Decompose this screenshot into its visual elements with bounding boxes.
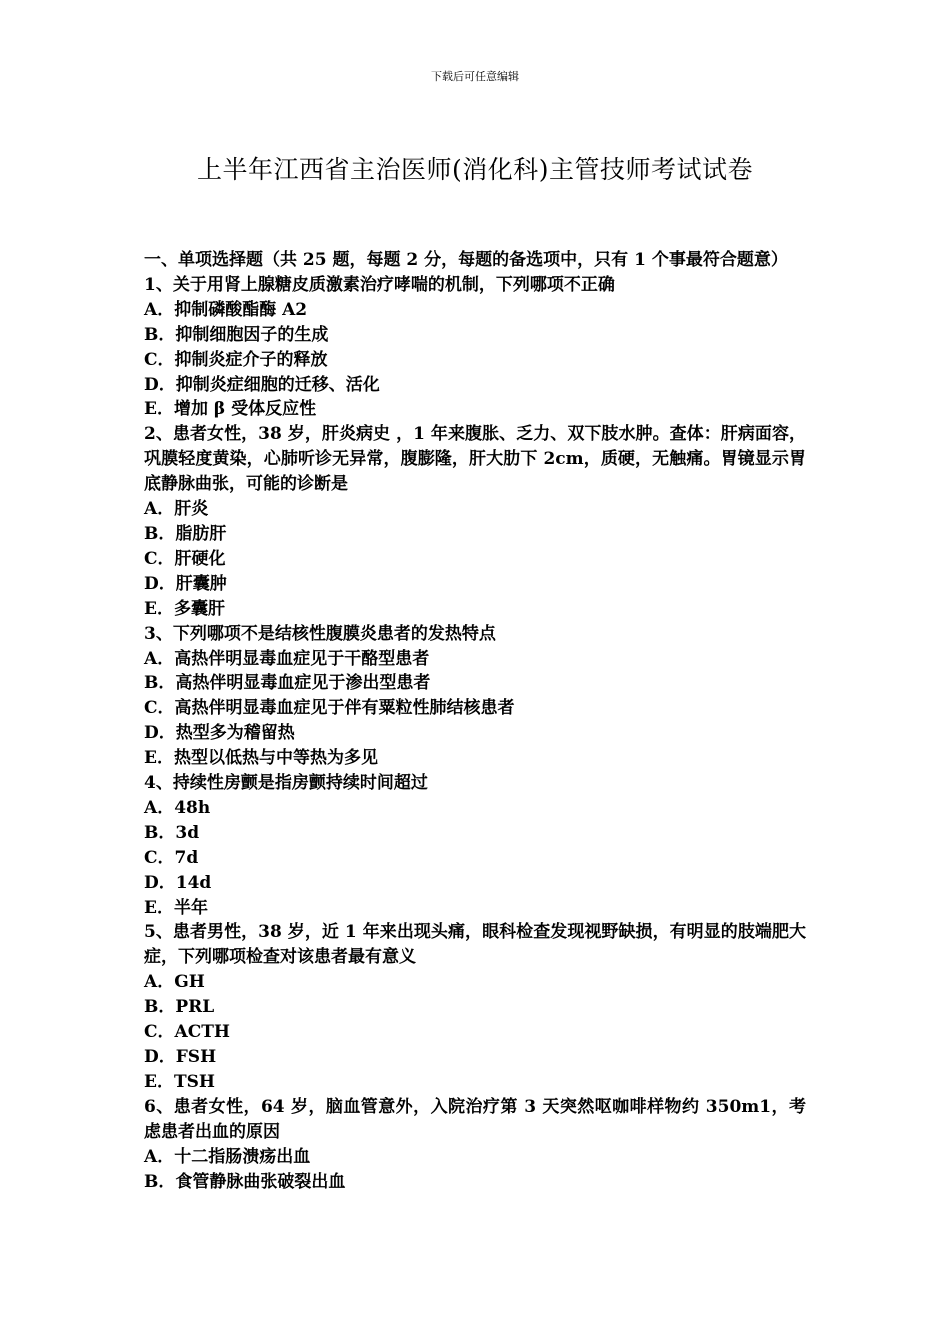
option-d: D．FSH bbox=[144, 1047, 217, 1067]
option-a: A．GH bbox=[144, 972, 205, 993]
option-a: A．抑制磷酸酯酶 A2 bbox=[144, 299, 308, 320]
option-c: C．肝硬化 bbox=[144, 548, 226, 569]
question-3 bbox=[144, 622, 806, 771]
header-note: 下载后可任意编辑 bbox=[431, 70, 519, 83]
option-b: B．脂肪肝 bbox=[144, 523, 227, 544]
question-4 bbox=[144, 771, 806, 920]
question-stem: 2、患者女性，38 岁，肝炎病史 ，1 年来腹胀、乏力、双下肢水肿。查体：肝病面容，巩膜轻度黄染，心肺听诊无异常，腹膨隆，肝大肋下 2cm，质硬，无触痛。胃镜显示胃底静脉曲张，可能的诊断是 bbox=[144, 424, 806, 495]
document-body bbox=[144, 248, 806, 1194]
option-e: E．多囊肝 bbox=[144, 598, 225, 619]
option-e: E．半年 bbox=[144, 897, 208, 918]
option-d: D．肝囊肿 bbox=[144, 573, 227, 594]
option-c: C．ACTH bbox=[144, 1022, 230, 1043]
option-a: A．肝炎 bbox=[144, 499, 209, 520]
question-5 bbox=[144, 920, 806, 1094]
option-c: C．抑制炎症介子的释放 bbox=[144, 349, 328, 370]
option-c: C．7d bbox=[144, 847, 199, 868]
option-e: E．增加 β 受体反应性 bbox=[144, 399, 317, 420]
option-b: B．高热伴明显毒血症见于渗出型患者 bbox=[144, 673, 431, 694]
question-2 bbox=[144, 422, 806, 621]
question-stem: 6、患者女性，64 岁，脑血管意外，入院治疗第 3 天突然呕咖啡样物约 350m1，考虑患者出血的原因 bbox=[144, 1096, 806, 1142]
option-d: D．抑制炎症细胞的迁移、活化 bbox=[144, 374, 380, 395]
option-e: E．TSH bbox=[144, 1071, 215, 1092]
option-b: B．PRL bbox=[144, 997, 215, 1018]
section-heading: 一、单项选择题（共 25 题，每题 2 分，每题的备选项中，只有 1 个事最符合题意） bbox=[144, 250, 788, 270]
question-stem: 5、患者男性，38 岁，近 1 年来出现头痛，眼科检查发现视野缺损，有明显的肢端肥大症，下列哪项检查对该患者最有意义 bbox=[144, 922, 806, 968]
option-b: B．食管静脉曲张破裂出血 bbox=[144, 1171, 346, 1192]
document-title: 上半年江西省主治医师(消化科)主管技师考试试卷 bbox=[196, 155, 753, 184]
question-1 bbox=[144, 273, 806, 422]
question-stem: 3、下列哪项不是结核性腹膜炎患者的发热特点 bbox=[144, 623, 496, 644]
question-stem: 1、关于用肾上腺糖皮质激素治疗哮喘的机制，下列哪项不正确 bbox=[144, 274, 615, 295]
option-d: D．14d bbox=[144, 872, 212, 893]
option-e: E．热型以低热与中等热为多见 bbox=[144, 748, 378, 769]
option-a: A．十二指肠溃疡出血 bbox=[144, 1146, 311, 1167]
option-b: B．抑制细胞因子的生成 bbox=[144, 324, 329, 345]
question-6 bbox=[144, 1095, 806, 1195]
option-d: D．热型多为稽留热 bbox=[144, 723, 295, 744]
option-b: B．3d bbox=[144, 822, 200, 843]
option-c: C．高热伴明显毒血症见于伴有粟粒性肺结核患者 bbox=[144, 698, 515, 719]
option-a: A．48h bbox=[144, 797, 211, 818]
question-stem: 4、持续性房颤是指房颤持续时间超过 bbox=[144, 773, 428, 794]
option-a: A．高热伴明显毒血症见于干酪型患者 bbox=[144, 648, 430, 669]
